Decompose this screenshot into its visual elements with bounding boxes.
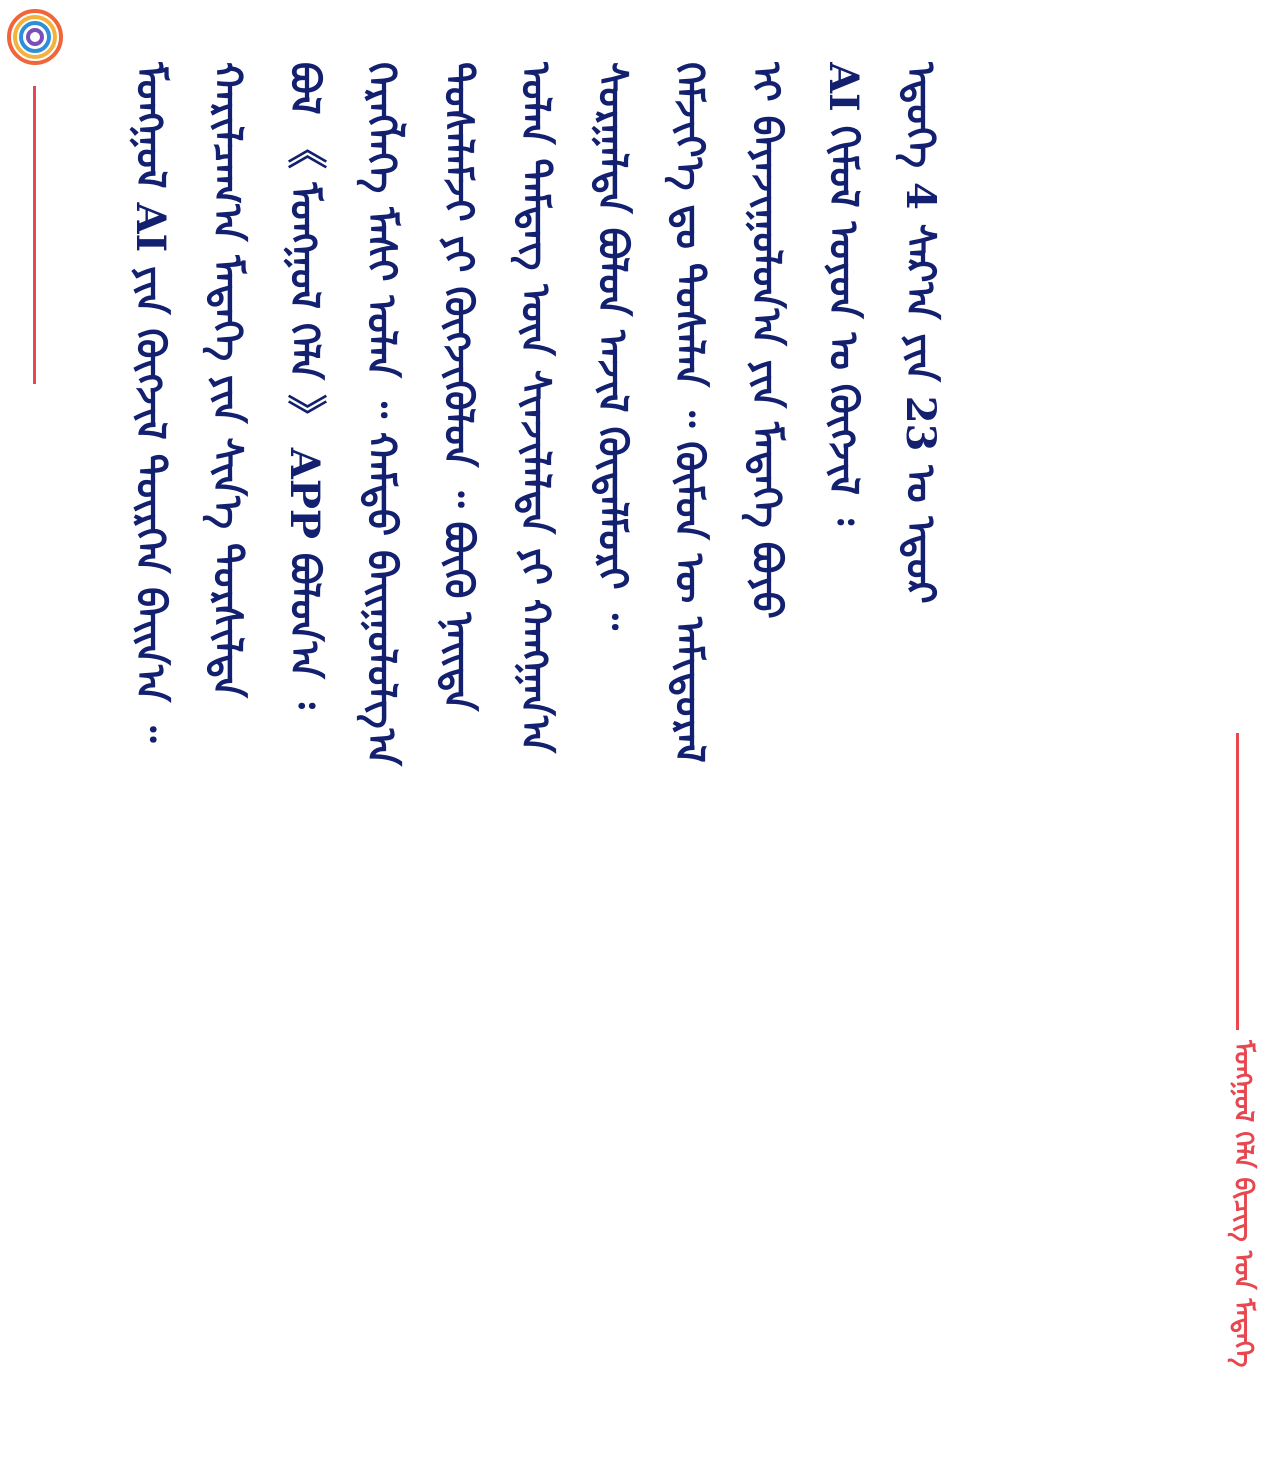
- article-line: ᠬᠡᠷᠡᠭᠯᠡᠭᠡ ᠮᠠᠰᠢ ᠣᠯᠠᠨ ᠃ ᠬᠠᠮᠲᠤ ᠪᠠᠢᠭᠤᠯᠤᠯᠭ᠎ᠠ: [358, 62, 405, 766]
- logo-divider-rule: [33, 86, 36, 384]
- article-line: ᠮᠣᠩᠭᠣᠯ AI ᠶᠢᠨ ᠬᠥᠭᠵᠢᠯ ᠲᠦᠷᠭᠡᠨ ᠪᠠᠢᠨ᠎ᠠ ᠃: [127, 62, 174, 743]
- side-caption: ᠮᠣᠩᠭᠣᠯ ᠬᠡᠯᠡ ᠪᠢᠴᠢᠭ᠌ ᠤᠨ ᠮᠡᠳᠡᠭᠡ: [1228, 1040, 1258, 1368]
- article-line: ᠲᠤᠰᠠᠯᠠᠮᠵᠢ ᠶᠢ ᠬᠥᠭᠵᠢᠭᠦᠯᠦᠨ ᠃ ᠪᠦᠬᠦ ᠨᠡᠢᠲᠡ: [435, 62, 482, 712]
- swirl-logo-graphic: [6, 8, 64, 66]
- article-line: ᠬᠠᠷᠢᠯᠴᠠᠭ᠎ᠠ ᠮᠡᠳᠡᠭᠡ ᠶᠢᠨ ᠰᠢᠨ᠎ᠡ ᠲᠤᠷᠰᠢᠯᠲᠠ: [204, 62, 251, 698]
- article-line: ᠰᠤᠷᠭᠠᠯᠲᠠ ᠪᠣᠯᠤᠨ ᠠᠵᠢᠯ ᠬᠥᠳᠡᠯᠮᠦᠷᠢ ᠃: [589, 62, 636, 630]
- article-line: ᠡᠳᠦᠭᠡ 4 ᠰᠠᠷ᠎ᠠ ᠶᠢᠨ 23 ᠤ ᠡᠳᠦᠷ: [897, 62, 944, 604]
- swirl-logo-icon: [6, 8, 64, 66]
- caption-divider-rule: [1236, 733, 1239, 1030]
- article-line: ᠪᠣᠯ 《 ᠮᠣᠩᠭᠣᠯ ᠬᠡᠯᠡ 》 APP ᠪᠣᠯᠤᠨ᠎ᠠ ᠄: [281, 62, 328, 709]
- logo-ring-inner: [28, 30, 42, 44]
- article-line: ᠬᠡᠮᠵᠢᠶ᠎ᠡ ᠳᠤ ᠲᠤᠰᠠᠯᠠᠨ ᠃ ᠬᠦᠮᠦᠨ ᠦ ᠠᠮᠢᠳᠤᠷᠠᠯ: [666, 62, 713, 763]
- article-line: ᠣᠯᠠᠨ ᠲᠡᠮᠳᠡᠭ ᠦᠨ ᠰᠢᠨᠵᠢᠯᠡᠯᠲᠡ ᠶᠢ ᠬᠠᠩᠭ᠋ᠠᠨ᠎ᠠ: [512, 62, 559, 754]
- logo-ring-third: [21, 23, 49, 51]
- article-line: ᠢ ᠪᠠᠶᠠᠵᠢᠭᠤᠯᠤᠨ᠎ᠠ ᠶᠢᠨ ᠮᠡᠳᠡᠭᠡ ᠪᠤᠶᠤ: [743, 62, 790, 619]
- article-body: [112, 62, 1172, 1432]
- article-line: AI ᠬᠢᠮᠤᠯ ᠣᠶᠤᠨ ᠤ ᠬᠥᠭᠵᠢᠯ ᠄: [820, 62, 867, 526]
